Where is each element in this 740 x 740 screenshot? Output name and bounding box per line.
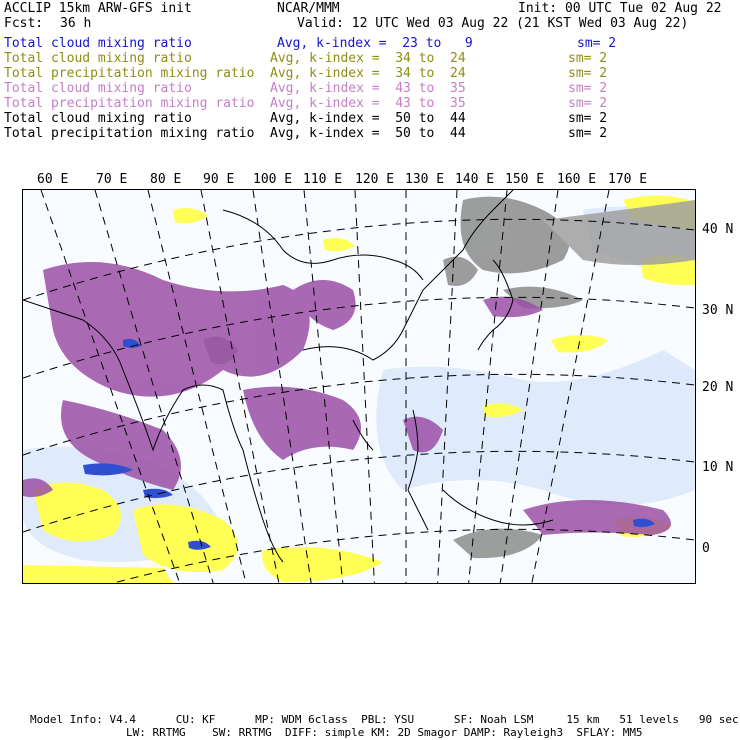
legend-field: Total cloud mixing ratio xyxy=(4,36,192,51)
legend-smoothing: sm= 2 xyxy=(568,81,608,96)
legend-avg: Avg, k-index = 34 to 24 xyxy=(270,51,466,66)
longitude-label: 130 E xyxy=(405,172,445,187)
model-title: ACCLIP 15km ARW-GFS init xyxy=(4,1,192,16)
longitude-label: 160 E xyxy=(557,172,597,187)
legend-avg: Avg, k-index = 50 to 44 xyxy=(270,126,466,141)
legend-field: Total cloud mixing ratio xyxy=(4,111,192,126)
longitude-label: 150 E xyxy=(505,172,545,187)
map-plot xyxy=(23,190,695,583)
footer-model-info: Model Info: V4.4 CU: KF MP: WDM 6class PBL: YSU SF: Noah LSM 15 km 51 levels 90 sec xyxy=(30,713,739,726)
longitude-label: 120 E xyxy=(355,172,395,187)
longitude-label: 90 E xyxy=(203,172,235,187)
center-label: NCAR/MMM xyxy=(277,1,340,16)
longitude-label: 60 E xyxy=(37,172,69,187)
fcst-value: 36 h xyxy=(60,16,92,31)
legend-smoothing: sm= 2 xyxy=(577,36,617,51)
legend-smoothing: sm= 2 xyxy=(568,111,608,126)
legend-field: Total cloud mixing ratio xyxy=(4,81,192,96)
latitude-label: 0 xyxy=(702,541,710,556)
legend-avg: Avg, k-index = 34 to 24 xyxy=(270,66,466,81)
legend-avg: Avg, k-index = 43 to 35 xyxy=(270,81,466,96)
legend-smoothing: sm= 2 xyxy=(568,126,608,141)
init-time: Init: 00 UTC Tue 02 Aug 22 xyxy=(518,1,722,16)
legend-smoothing: sm= 2 xyxy=(568,66,608,81)
map-panel xyxy=(22,189,696,584)
longitude-label: 140 E xyxy=(455,172,495,187)
legend-avg: Avg, k-index = 43 to 35 xyxy=(270,96,466,111)
legend-field: Total precipitation mixing ratio xyxy=(4,66,255,81)
longitude-label: 170 E xyxy=(608,172,648,187)
fcst-label: Fcst: xyxy=(4,16,44,31)
legend-field: Total cloud mixing ratio xyxy=(4,51,192,66)
longitude-label: 110 E xyxy=(303,172,343,187)
legend-avg: Avg, k-index = 23 to 9 xyxy=(277,36,473,51)
legend-smoothing: sm= 2 xyxy=(568,96,608,111)
valid-time: Valid: 12 UTC Wed 03 Aug 22 (21 KST Wed 03 Aug 22) xyxy=(297,16,689,31)
legend-smoothing: sm= 2 xyxy=(568,51,608,66)
longitude-label: 100 E xyxy=(253,172,293,187)
longitude-label: 70 E xyxy=(96,172,128,187)
latitude-label: 40 N xyxy=(702,222,734,237)
longitude-label: 80 E xyxy=(150,172,182,187)
legend-field: Total precipitation mixing ratio xyxy=(4,126,255,141)
legend-avg: Avg, k-index = 50 to 44 xyxy=(270,111,466,126)
latitude-label: 10 N xyxy=(702,460,734,475)
latitude-label: 20 N xyxy=(702,380,734,395)
footer-physics-info: LW: RRTMG SW: RRTMG DIFF: simple KM: 2D Smagor DAMP: Rayleigh3 SFLAY: MM5 xyxy=(126,726,643,739)
legend-field: Total precipitation mixing ratio xyxy=(4,96,255,111)
latitude-label: 30 N xyxy=(702,303,734,318)
